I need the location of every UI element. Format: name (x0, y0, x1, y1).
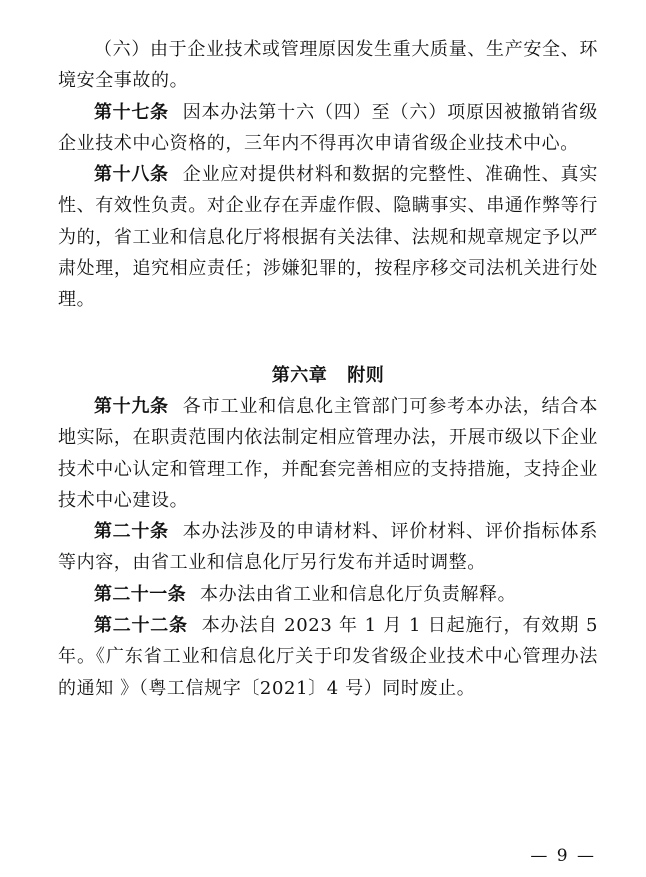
article-text: 企业应对提供材料和数据的完整性、准确性、真实性、有效性负责。对企业存在弄虚作假、隐瞒事实、串通作弊等行为的，省工业和信息化厅将根据有关法律、法规和规章规定予以严肃处理，追究相应责任；涉嫌犯罪的，按程序移交司法机关进行处理。 (58, 164, 598, 311)
article-20 (58, 516, 598, 579)
article-text: 本办法自 2023 年 1 月 1 日起施行，有效期 5 年。《广东省工业和信息化厅关于印发省级企业技术中心管理办法的通知 》（粤工信规字〔2021〕4 号）同时废止。 (58, 615, 599, 699)
chapter-heading (58, 360, 598, 391)
article-19 (58, 391, 598, 516)
page-number: — 9 — (530, 846, 596, 866)
paragraph-item-6 (58, 34, 598, 97)
article-label: 第十七条 (94, 101, 169, 123)
chapter-spacer (58, 316, 598, 360)
article-label: 第十八条 (94, 164, 169, 186)
chapter-number: 第六章 (271, 364, 328, 386)
article-text: 各市工业和信息化主管部门可参考本办法，结合本地实际，在职责范围内依法制定相应管理办法，开展市级以下企业技术中心认定和管理工作，并配套完善相应的支持措施，支持企业技术中心建设。 (58, 395, 598, 511)
article-text: 本办法涉及的申请材料、评价材料、评价指标体系等内容，由省工业和信息化厅另行发布并适时调整。 (58, 521, 598, 574)
chapter-title: 附则 (347, 364, 385, 386)
article-label: 第二十一条 (94, 583, 186, 605)
article-21 (58, 579, 598, 610)
article-22 (58, 610, 598, 704)
article-label: 第二十条 (94, 521, 169, 543)
article-18 (58, 159, 598, 315)
article-17 (58, 97, 598, 160)
document-body (58, 34, 598, 704)
article-label: 第十九条 (94, 395, 169, 417)
paragraph-text: （六）由于企业技术或管理原因发生重大质量、生产安全、环境安全事故的。 (58, 39, 598, 92)
article-text: 本办法由省工业和信息化厅负责解释。 (200, 583, 517, 605)
article-label: 第二十二条 (94, 615, 188, 637)
article-text: 因本办法第十六（四）至（六）项原因被撤销省级企业技术中心资格的，三年内不得再次申请省级企业技术中心。 (58, 101, 598, 154)
